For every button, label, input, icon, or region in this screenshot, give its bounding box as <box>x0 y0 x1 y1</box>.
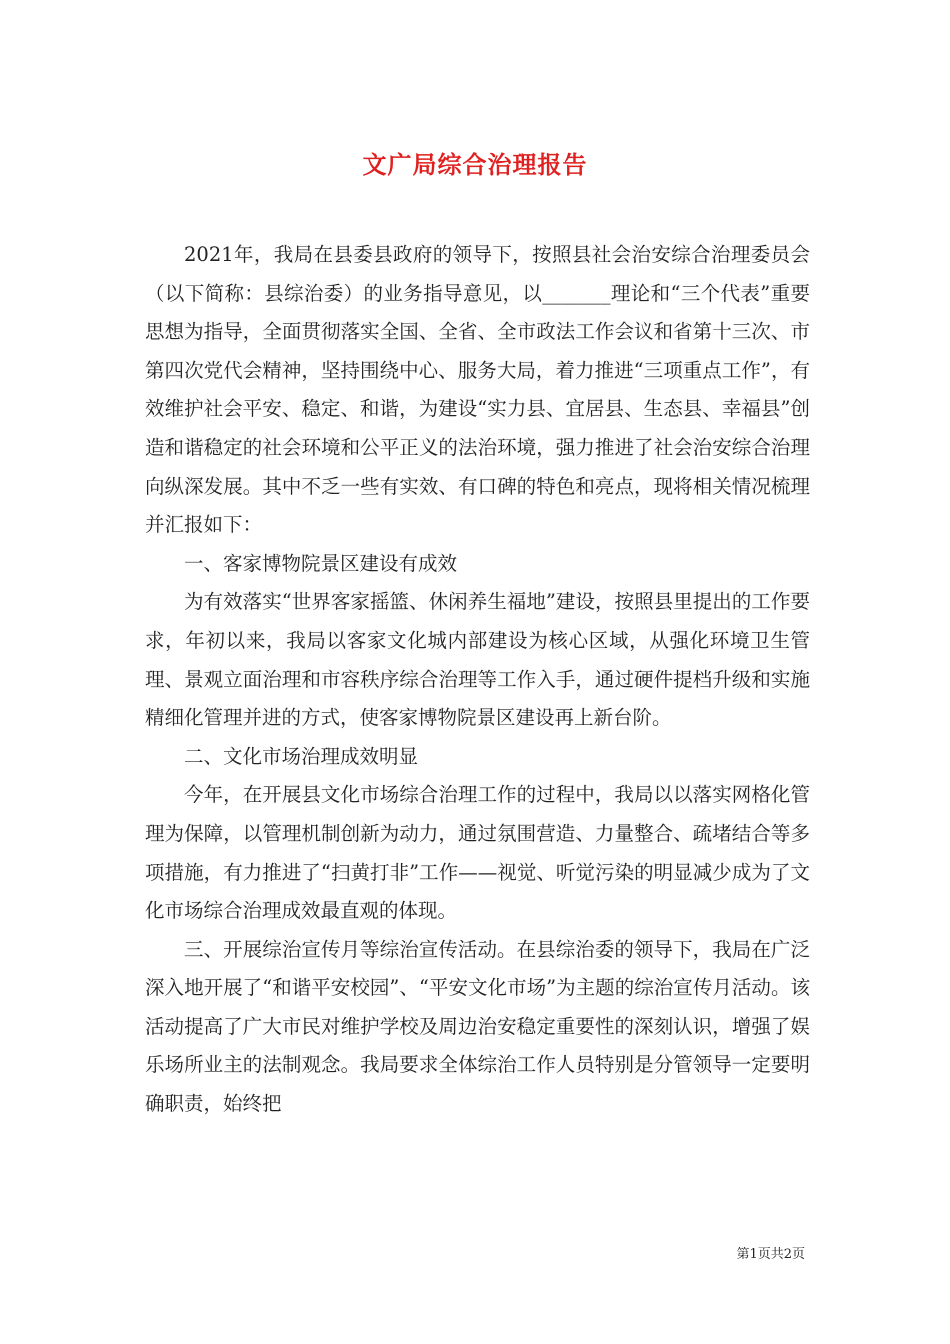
paragraph-intro: 2021年，我局在县委县政府的领导下，按照县社会治安综合治理委员会（以下简称：县综治委）的业务指导意见，以_______理论和“三个代表”重要思想为指导，全面贯彻落实全国、全省、全市政法工作会议和省第十三次、市第四次党代会精神，坚持围绕中心、服务大局，着力推进“三项重点工作”，有效维护社会平安、稳定、和谐，为建设“实力县、宜居县、生态县、幸福县”创造和谐稳定的社会环境和公平正义的法治环境，强力推进了社会治安综合治理向纵深发展。其中不乏一些有实效、有口碑的特色和亮点，现将相关情况梳理并汇报如下： <box>145 243 810 537</box>
document-title: 文广局综合治理报告 <box>362 150 588 180</box>
document-body <box>145 236 810 1124</box>
section-heading-2: 二、文化市场治理成效明显 <box>184 744 419 768</box>
section-heading-1: 一、客家博物院景区建设有成效 <box>184 551 458 575</box>
paragraph-section-3: 三、开展综治宣传月等综治宣传活动。在县综治委的领导下，我局在广泛深入地开展了“和谐平安校园”、“平安文化市场”为主题的综治宣传月活动。该活动提高了广大市民对维护学校及周边治安稳定重要性的深刻认识，增强了娱乐场所业主的法制观念。我局要求全体综治工作人员特别是分管领导一定要明确职责，始终把 <box>145 937 810 1116</box>
paragraph-section-2: 今年，在开展县文化市场综合治理工作的过程中，我局以以落实网格化管理为保障，以管理机制创新为动力，通过氛围营造、力量整合、疏堵结合等多项措施，有力推进了“扫黄打非”工作——视觉、听觉污染的明显减少成为了文化市场综合治理成效最直观的体现。 <box>145 783 810 923</box>
page-number: 第1页共2页 <box>736 1247 805 1262</box>
paragraph-section-1: 为有效落实“世界客家摇篮、休闲养生福地”建设，按照县里提出的工作要求，年初以来，我局以客家文化城内部建设为核心区域，从强化环境卫生管理、景观立面治理和市容秩序综合治理等工作入手，通过硬件提档升级和实施精细化管理并进的方式，使客家博物院景区建设再上新台阶。 <box>145 590 810 730</box>
